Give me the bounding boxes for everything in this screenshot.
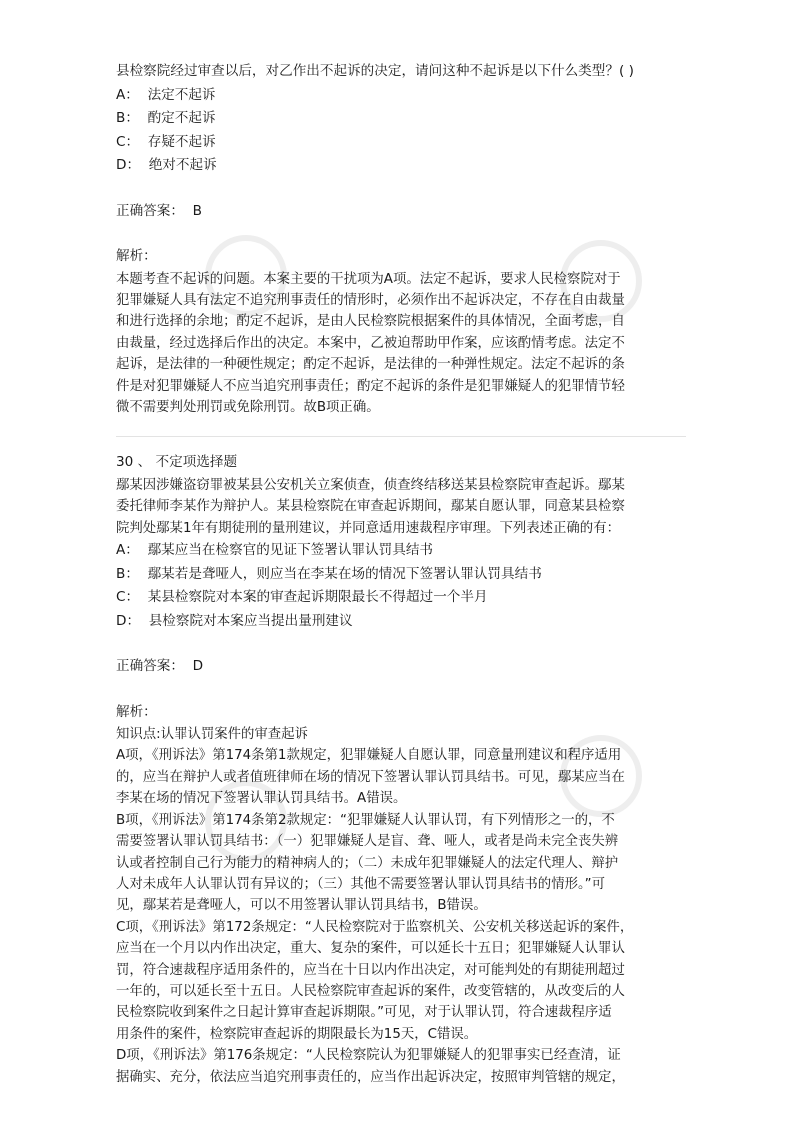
- analysis-line: 据确实、充分，依法应当追究刑事责任的，应当作出起诉决定，按照审判管辖的规定，: [116, 1069, 625, 1085]
- q30-analysis-label: 解析：: [116, 703, 157, 720]
- question-divider: [116, 436, 686, 437]
- analysis-line: 李某在场的情况下签署认罪认罚具结书。A错误。: [116, 791, 407, 807]
- analysis-line: 一年的，可以延长至十五日。人民检察院审查起诉的案件，改变管辖的，从改变后的人: [116, 983, 625, 999]
- analysis-line: 罚，符合速裁程序适用条件的，应当在十日以内作出决定，对可能判处的有期徒刑超过: [116, 962, 625, 978]
- analysis-line: 知识点:认罪认罚案件的审查起诉: [116, 727, 308, 743]
- q29-answer: 正确答案： B: [116, 202, 202, 219]
- q29-option-c: C： 存疑不起诉: [116, 133, 216, 150]
- analysis-line: 微不需要判处刑罚或免除刑罚。故B项正确。: [116, 399, 380, 415]
- q30-header: 30 、 不定项选择题: [116, 454, 238, 471]
- stem-line: 鄢某因涉嫌盗窃罪被某县公安机关立案侦查，侦查终结移送某县检察院审查起诉。鄢某: [116, 477, 625, 493]
- analysis-line: C项，《刑诉法》第172条规定：“人民检察院对于监察机关、公安机关移送起诉的案件，: [116, 919, 634, 935]
- analysis-line: 用条件的案件，检察院审查起诉的期限最长为15天，C错误。: [116, 1026, 478, 1042]
- analysis-line: 民检察院收到案件之日起计算审查起诉期限。”可见，对于认罪认罚，符合速裁程序适: [116, 1005, 612, 1021]
- analysis-line: 人对未成年人认罪认罚有异议的；（三）其他不需要签署认罪认罚具结书的情形。”可: [116, 876, 605, 892]
- analysis-line: 需要签署认罪认罚具结书：（一）犯罪嫌疑人是盲、聋、哑人，或者是尚未完全丧失辨: [116, 834, 619, 850]
- q30-answer: 正确答案： D: [116, 658, 204, 675]
- analysis-line: D项，《刑诉法》第176条规定：“人民检察院认为犯罪嫌疑人的犯罪事实已经查清，证: [116, 1048, 621, 1064]
- analysis-line: 起诉，是法律的一种硬性规定；酌定不起诉，是法律的一种弹性规定。法定不起诉的条: [116, 357, 625, 373]
- q29-option-d: D： 绝对不起诉: [116, 157, 217, 173]
- q30-option-d: D： 县检察院对本案应当提出量刑建议: [116, 612, 353, 629]
- analysis-line: 的，应当在辩护人或者值班律师在场的情况下签署认罪认罚具结书。可见，鄢某应当在: [116, 769, 625, 785]
- q29-stem: 县检察院经过审查以后，对乙作出不起诉的决定，请问这种不起诉是以下什么类型？( ): [116, 63, 634, 79]
- analysis-line: 本题考查不起诉的问题。本案主要的干扰项为A项。法定不起诉，要求人民检察院对于: [116, 271, 621, 287]
- q30-analysis: [116, 724, 686, 1088]
- q29-analysis-label: 解析：: [116, 248, 157, 264]
- analysis-line: 见，鄢某若是聋哑人，可以不用签署认罪认罚具结书，B错误。: [116, 898, 487, 914]
- q30-option-c: C： 某县检察院对本案的审查起诉期限最长不得超过一个半月: [116, 589, 488, 606]
- q30-stem: [116, 475, 686, 539]
- analysis-line: 由裁量，经过选择后作出的决定。本案中，乙被迫帮助甲作案，应该酌情考虑。法定不: [116, 335, 625, 351]
- q29-analysis: [116, 269, 686, 419]
- analysis-line: 和进行选择的余地；酌定不起诉，是由人民检察院根据案件的具体情况，全面考虑，自: [116, 314, 625, 330]
- analysis-line: A项，《刑诉法》第174条第1款规定，犯罪嫌疑人自愿认罪，同意量刑建议和程序适用: [116, 748, 622, 764]
- q29-option-b: B： 酌定不起诉: [116, 110, 216, 126]
- document-page: [116, 60, 686, 1088]
- analysis-line: B项，《刑诉法》第174条第2款规定：“犯罪嫌疑人认罪认罚，有下列情形之一的，不: [116, 812, 615, 828]
- analysis-line: 犯罪嫌疑人具有法定不追究刑事责任的情形时，必须作出不起诉决定，不存在自由裁量: [116, 292, 625, 308]
- stem-line: 院判处鄢某1年有期徒刑的量刑建议，并同意适用速裁程序审理。下列表述正确的有：: [116, 520, 620, 536]
- q29-option-a: A： 法定不起诉: [116, 86, 216, 103]
- stem-line: 委托律师李某作为辩护人。某县检察院在审查起诉期间，鄢某自愿认罪，同意某县检察: [116, 499, 625, 515]
- q30-option-a: A： 鄢某应当在检察官的见证下签署认罪认罚具结书: [116, 542, 434, 559]
- analysis-line: 应当在一个月以内作出决定，重大、复杂的案件，可以延长十五日；犯罪嫌疑人认罪认: [116, 941, 625, 957]
- analysis-line: 认或者控制自己行为能力的精神病人的；（二）未成年犯罪嫌疑人的法定代理人、辩护: [116, 855, 619, 871]
- analysis-line: 件是对犯罪嫌疑人不应当追究刑事责任；酌定不起诉的条件是犯罪嫌疑人的犯罪情节轻: [116, 378, 625, 394]
- q30-option-b: B： 鄢某若是聋哑人，则应当在李某在场的情况下签署认罪认罚具结书: [116, 565, 542, 582]
